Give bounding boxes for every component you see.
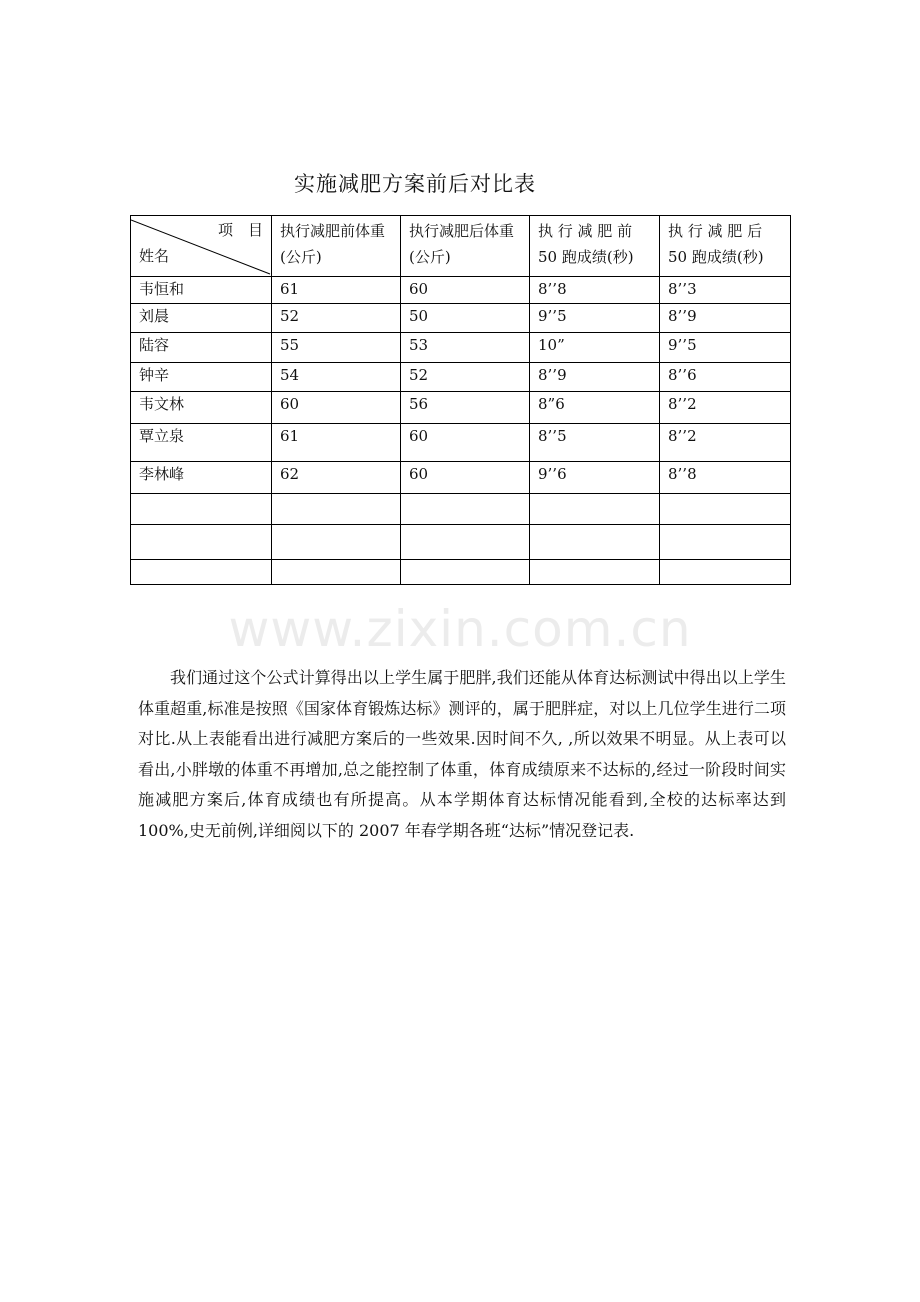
cell-run-after: 8’’2: [660, 424, 791, 462]
cell-name: 刘晨: [131, 304, 272, 333]
header-run-before: 执 行 减 肥 前 50 跑成绩(秒): [530, 216, 660, 277]
corner-name-label: 姓名: [139, 247, 170, 265]
cell-weight-after: 53: [401, 333, 530, 363]
cell-weight-after: 60: [401, 277, 530, 304]
table-row: [131, 277, 791, 304]
header-run-after: 执 行 减 肥 后 50 跑成绩(秒): [660, 216, 791, 277]
cell-run-before: 8’’5: [530, 424, 660, 462]
header-weight-before: 执行减肥前体重(公斤): [272, 216, 401, 277]
cell-name: 钟辛: [131, 363, 272, 392]
cell-run-before: [530, 560, 660, 585]
cell-weight-before: 52: [272, 304, 401, 333]
cell-weight-after: [401, 560, 530, 585]
cell-weight-before: [272, 525, 401, 560]
cell-run-after: 8’’9: [660, 304, 791, 333]
body-paragraph: 我们通过这个公式计算得出以上学生属于肥胖,我们还能从体育达标测试中得出以上学生体重超重,标准是按照《国家体育锻炼达标》测评的，属于肥胖症，对以上几位学生进行二项对比.从上表能看出进行减肥方案后的一些效果.因时间不久, ,所以效果不明显。从上表可以看出,小胖墩的体重不再增加,总之能控制了体重，体育成绩原来不达标的,经过一阶段时间实施减肥方案后,体育成绩也有所提高。从本学期体育达标情况能看到,全校的达标率达到 100%,史无前例,详细阅以下的 2007 年春学期各班“达标”情况登记表.: [138, 668, 786, 840]
cell-weight-before: 62: [272, 462, 401, 494]
cell-name: [131, 560, 272, 585]
cell-weight-before: [272, 560, 401, 585]
table-row: [131, 424, 791, 462]
cell-run-after: 8’’8: [660, 462, 791, 494]
cell-run-after: 8’’2: [660, 392, 791, 424]
cell-run-before: [530, 525, 660, 560]
cell-run-after: [660, 560, 791, 585]
corner-item-label: 项 目: [217, 221, 263, 239]
cell-run-after: 8’’6: [660, 363, 791, 392]
cell-name: 覃立泉: [131, 424, 272, 462]
table-row: [131, 392, 791, 424]
cell-weight-after: 60: [401, 462, 530, 494]
cell-run-before: 8’’9: [530, 363, 660, 392]
table-row: [131, 363, 791, 392]
cell-weight-after: 52: [401, 363, 530, 392]
cell-name: [131, 525, 272, 560]
watermark: www.zixin.com.cn: [228, 600, 692, 658]
table-row: [131, 304, 791, 333]
cell-name: 韦恒和: [131, 277, 272, 304]
cell-run-before: [530, 494, 660, 525]
cell-weight-before: 54: [272, 363, 401, 392]
table-header-row: [131, 216, 791, 277]
cell-weight-after: [401, 494, 530, 525]
table-row-empty: [131, 525, 791, 560]
cell-weight-after: 50: [401, 304, 530, 333]
cell-weight-before: 55: [272, 333, 401, 363]
page-title: 实施减肥方案前后对比表: [294, 172, 536, 196]
comparison-table: [130, 215, 791, 585]
table-row-empty: [131, 560, 791, 585]
cell-run-before: 9’’6: [530, 462, 660, 494]
cell-run-before: 8”6: [530, 392, 660, 424]
cell-name: 韦文林: [131, 392, 272, 424]
cell-name: 李林峰: [131, 462, 272, 494]
table-row-empty: [131, 494, 791, 525]
cell-weight-before: 61: [272, 424, 401, 462]
cell-name: 陆容: [131, 333, 272, 363]
cell-run-before: 8’’8: [530, 277, 660, 304]
cell-weight-after: 60: [401, 424, 530, 462]
cell-run-before: 9’’5: [530, 304, 660, 333]
cell-run-after: [660, 525, 791, 560]
cell-weight-before: 60: [272, 392, 401, 424]
cell-run-before: 10”: [530, 333, 660, 363]
cell-weight-after: [401, 525, 530, 560]
header-weight-after: 执行减肥后体重(公斤): [401, 216, 530, 277]
table-row: [131, 462, 791, 494]
cell-weight-after: 56: [401, 392, 530, 424]
diagonal-corner-cell: [131, 216, 272, 277]
table-row: [131, 333, 791, 363]
cell-name: [131, 494, 272, 525]
cell-weight-before: 61: [272, 277, 401, 304]
cell-weight-before: [272, 494, 401, 525]
cell-run-after: 9’’5: [660, 333, 791, 363]
cell-run-after: 8’’3: [660, 277, 791, 304]
cell-run-after: [660, 494, 791, 525]
